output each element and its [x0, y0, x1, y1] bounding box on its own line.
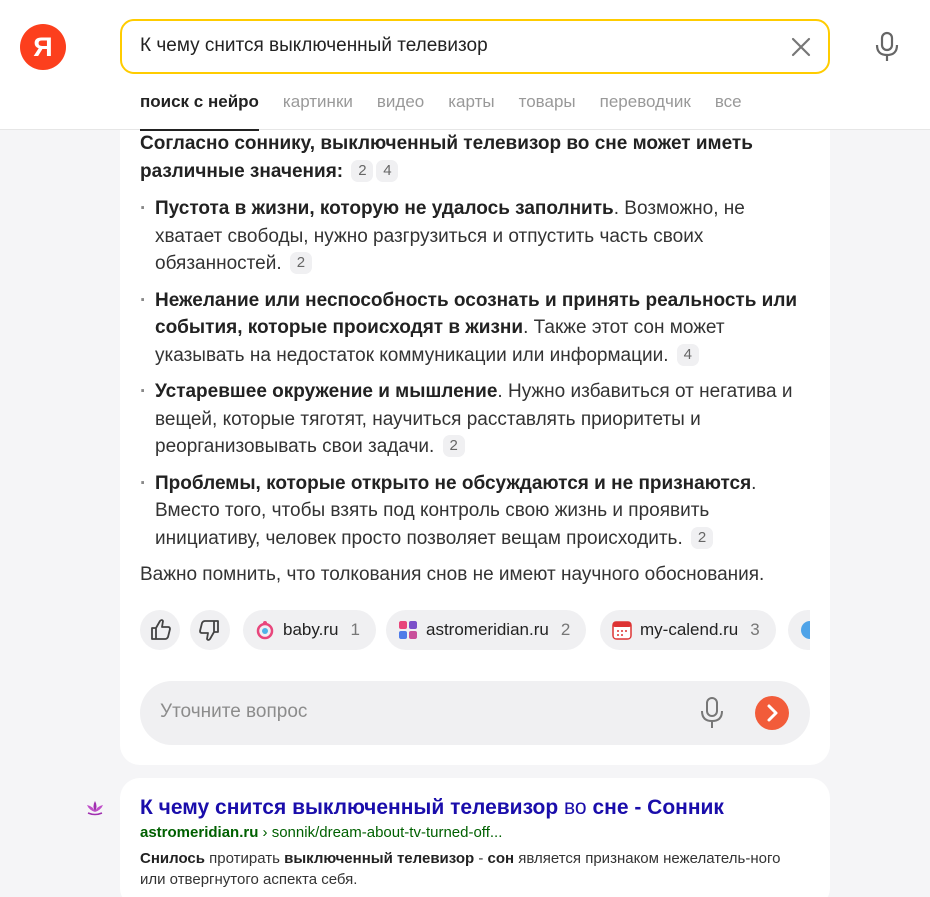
astromeridian-icon [398, 620, 418, 640]
answer-text [140, 130, 810, 589]
snippet-highlight: сон [487, 850, 515, 867]
answer-disclaimer: Важно помнить, что толкования снов не имеют научного обоснования. [140, 564, 765, 585]
result-title-text: сне - Сонник [592, 796, 724, 819]
answer-intro: Согласно соннику, выключенный телевизор во сне может иметь различные значения: 2 4 [140, 133, 753, 182]
reference-badge[interactable]: 2 [351, 160, 373, 182]
clear-icon[interactable] [788, 34, 814, 60]
bullet-heading: Проблемы, которые открыто не обсуждаются и не признаются [155, 472, 752, 494]
neuro-answer-card [120, 60, 830, 765]
tab-5[interactable]: переводчик [599, 92, 691, 111]
lotus-icon [84, 797, 106, 819]
reference-badge[interactable]: 4 [677, 344, 699, 366]
source-number: 3 [750, 620, 760, 639]
bullet-text: . Вместо того, чтобы взять под контроль свою жизнь и проявить инициативу, человек просто позволяет вещам происходить. [155, 472, 757, 549]
reference-badge[interactable]: 2 [443, 435, 465, 457]
list-item [140, 287, 810, 370]
result-domain: astromeridian.ru [140, 824, 259, 841]
tab-6[interactable]: все [714, 92, 742, 111]
snippet-highlight: выключенный телевизор [284, 850, 475, 867]
bullet-heading: Устаревшее окружение и мышление [155, 381, 498, 402]
thumbs-up-icon [140, 610, 180, 650]
result-path: › sonnik/dream-about-tv-turned-off... [258, 824, 503, 841]
send-button[interactable] [755, 696, 789, 730]
sources-row [140, 610, 810, 650]
calendar-icon [612, 620, 632, 640]
reference-badge[interactable]: 4 [376, 160, 398, 182]
source-chip-partial[interactable] [788, 610, 810, 650]
source-chip[interactable] [243, 610, 376, 650]
source-number: 2 [560, 620, 571, 639]
bullet-text: . Нужно избавиться от негатива и вещей, которые тяготят, научиться расставлять приоритеты и реорганизовывать свои задачи. [155, 381, 793, 457]
list-item [140, 378, 810, 461]
tab-3[interactable]: карты [448, 92, 495, 111]
thumbs-up-button[interactable] [140, 610, 180, 650]
tab-2[interactable]: видео [376, 92, 425, 111]
reference-badge[interactable]: 2 [691, 527, 713, 549]
answer-bullets [140, 195, 810, 552]
result-snippet [140, 848, 800, 890]
result-title-text: во [558, 796, 593, 819]
reference-badge[interactable]: 2 [290, 252, 312, 274]
snippet-highlight: Снилось [140, 850, 205, 867]
source-chip[interactable] [386, 610, 586, 650]
tab-1[interactable]: картинки [282, 92, 353, 111]
bullet-heading: Нежелание или неспособность осознать и принять реальность или события, которые происходят в жизни [155, 289, 798, 338]
source-name: my-calend.ru [640, 620, 739, 639]
search-input[interactable] [140, 35, 740, 57]
baby-ru-icon [255, 620, 275, 640]
tab-0[interactable]: поиск с нейро [140, 92, 259, 130]
result-title-link[interactable] [140, 796, 724, 820]
thumbs-down-icon [190, 610, 230, 650]
search-result [120, 778, 830, 897]
snippet-text: протирать [204, 850, 285, 867]
thumbs-down-button[interactable] [190, 610, 230, 650]
refine-question-input[interactable] [160, 701, 660, 723]
result-url[interactable] [140, 824, 502, 841]
search-tabs [140, 92, 766, 130]
source-name: astromeridian.ru [426, 620, 549, 639]
list-item [140, 195, 810, 278]
microphone-icon[interactable] [873, 31, 901, 63]
list-item [140, 470, 810, 553]
microphone-icon[interactable] [698, 696, 726, 730]
refine-question-bar [140, 681, 810, 745]
answer-intro-text: Согласно соннику, выключенный телевизор во сне может иметь различные значения [140, 133, 753, 182]
snippet-text: - [474, 850, 488, 867]
tab-4[interactable]: товары [518, 92, 576, 111]
source-favicon-icon [800, 620, 810, 640]
bullet-heading: Пустота в жизни, которую не удалось заполнить [155, 198, 614, 219]
result-title-text: К чему снится выключенный телевизор [140, 796, 559, 819]
bullet-text: . Возможно, не хватает свободы, нужно разгрузиться и отпустить часть своих обязанностей. [155, 198, 745, 274]
yandex-logo[interactable]: Я [20, 24, 66, 70]
bullet-text: . Также этот сон может указывать на недостаток коммуникации или информации. [155, 317, 725, 366]
chevron-right-icon [755, 696, 789, 730]
search-box [120, 19, 830, 74]
source-number: 1 [350, 620, 360, 639]
source-name: baby.ru [283, 620, 339, 639]
snippet-text: является признаком нежелатель-ного или отвергнутого аспекта себя. [140, 850, 781, 888]
source-chip[interactable] [600, 610, 776, 650]
